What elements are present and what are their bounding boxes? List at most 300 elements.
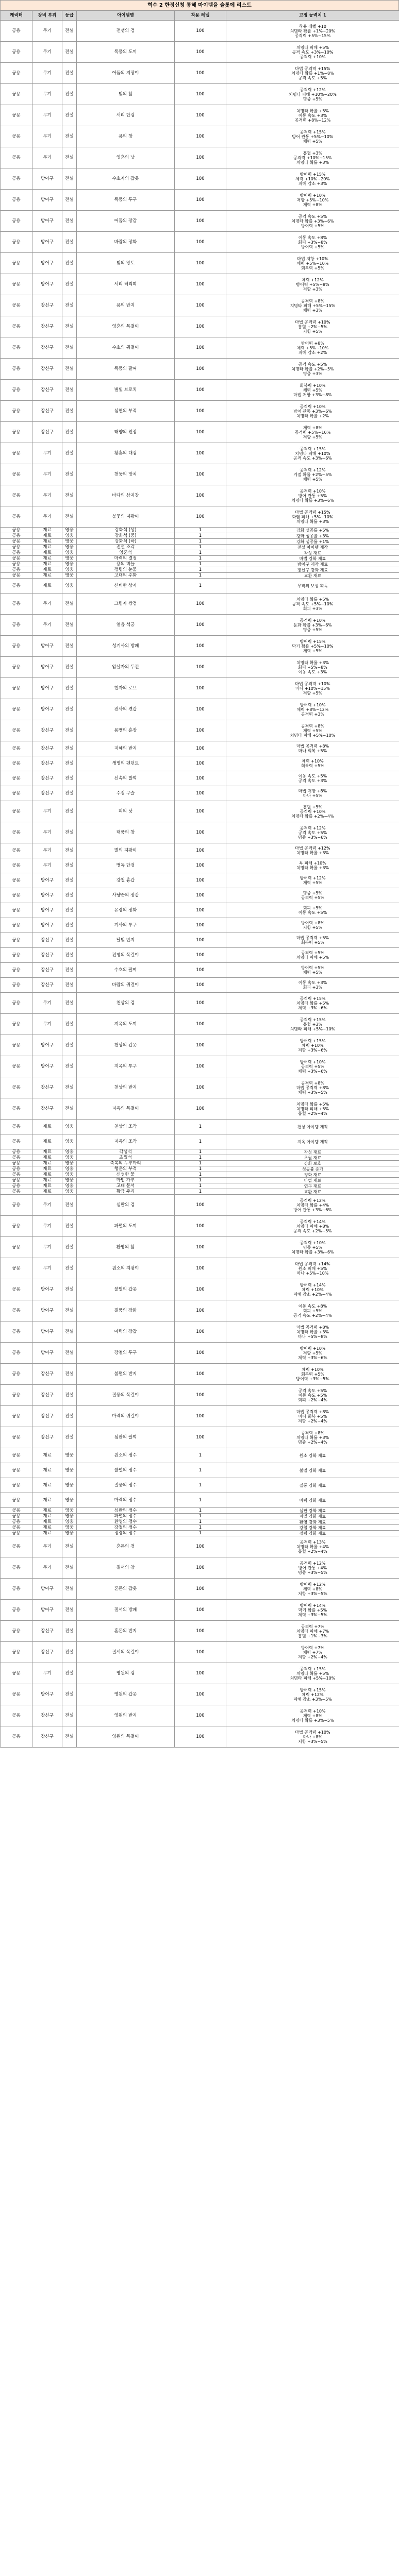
cell-item-name: 혼돈의 반지 [77,1621,175,1642]
cell-slot: 무기 [32,594,62,615]
cell-level: 100 [175,615,226,636]
cell-grade: 전설 [62,903,77,918]
cell-stats: 공격력 +12% 치명타 피해 +10%~20% 명중 +5% [226,84,399,105]
cell-level: 100 [175,636,226,657]
cell-grade: 전설 [62,636,77,657]
cell-item-name: 질풍의 목걸이 [77,1385,175,1406]
cell-slot: 방어구 [32,903,62,918]
cell-level: 100 [175,1056,226,1077]
cell-stats: 마법 공격력 +8% 마나 회복 +5% [226,741,399,756]
cell-character: 공용 [1,211,32,232]
cell-grade: 전설 [62,274,77,295]
cell-grade: 전설 [62,756,77,771]
cell-slot: 장신구 [32,1642,62,1663]
cell-stats: 착용 레벨 +10 치명타 확률 +1%~20% 공격력 +5%~15% [226,21,399,42]
cell-character: 공용 [1,567,32,573]
cell-grade: 영웅 [62,1120,77,1134]
table-row [1,933,399,948]
cell-grade: 전설 [62,993,77,1014]
cell-level: 100 [175,1300,226,1321]
cell-item-name: 천상의 검 [77,993,175,1014]
cell-slot: 장신구 [32,1098,62,1120]
cell-character: 공용 [1,63,32,84]
cell-slot: 재료 [32,1448,62,1463]
cell-character: 공용 [1,993,32,1014]
cell-level: 100 [175,147,226,168]
table-row [1,1364,399,1385]
cell-slot: 장신구 [32,380,62,401]
cell-level: 100 [175,801,226,822]
table-row [1,579,399,594]
cell-slot: 재료 [32,1149,62,1155]
cell-stats: 체력 +12% 방어력 +5%~8% 저항 +3% [226,274,399,295]
cell-item-name: 정령의 눈물 [77,567,175,573]
cell-grade: 전설 [62,963,77,978]
table-row [1,359,399,380]
cell-character: 공용 [1,963,32,978]
cell-level: 100 [175,422,226,443]
table-row [1,918,399,933]
cell-character: 공용 [1,42,32,63]
cell-character: 공용 [1,858,32,873]
cell-item-name: 지옥의 투구 [77,1056,175,1077]
cell-character: 공용 [1,720,32,741]
table-row [1,1448,399,1463]
cell-character: 공용 [1,579,32,594]
table-body [1,21,399,1748]
cell-stats: 공격력 +8% 치명타 확률 +3% 명중 +2%~4% [226,1427,399,1448]
cell-grade: 전설 [62,337,77,359]
cell-grade: 전설 [62,933,77,948]
cell-stats: 공격력 +12% 치명타 확률 +4% 방어 관통 +3%~6% [226,1195,399,1216]
cell-slot: 방어구 [32,918,62,933]
cell-grade: 전설 [62,1098,77,1120]
table-row [1,274,399,295]
cell-stats: 공격력 +12% 공격 속도 +5% 명중 +3%~6% [226,822,399,843]
cell-character: 공용 [1,556,32,562]
cell-stats: 연구 재료 [226,1183,399,1189]
cell-grade: 전설 [62,126,77,147]
cell-item-name: 별빛 브로치 [77,380,175,401]
cell-stats: 장신구 강화 재료 [226,567,399,573]
cell-stats: 파멸 강화 재료 [226,1514,399,1519]
table-row [1,190,399,211]
cell-grade: 영웅 [62,1183,77,1189]
cell-stats: 흡혈 +3% 공격력 +10%~15% 치명타 확률 +3% [226,147,399,168]
cell-character: 공용 [1,1195,32,1216]
cell-level: 100 [175,918,226,933]
cell-level: 100 [175,380,226,401]
cell-level: 100 [175,1621,226,1642]
cell-grade: 영웅 [62,1134,77,1149]
table-row [1,1279,399,1300]
cell-character: 공용 [1,147,32,168]
cell-item-name: 그림자 쌍검 [77,594,175,615]
cell-stats: 공격력 +15% 치명타 확률 +5% 체력 +3%~6% [226,993,399,1014]
cell-slot: 재료 [32,567,62,573]
cell-level: 100 [175,1216,226,1237]
cell-stats: 방어력 +8% 체력 +5%~10% 피해 감소 +2% [226,337,399,359]
table-row [1,873,399,888]
cell-level: 100 [175,84,226,105]
cell-character: 공용 [1,573,32,579]
table-row [1,1216,399,1237]
cell-item-name: 영원의 반지 [77,1705,175,1726]
cell-item-name: 천상의 조각 [77,1120,175,1134]
cell-grade: 전설 [62,918,77,933]
cell-slot: 재료 [32,1519,62,1525]
cell-item-name: 강철 흉갑 [77,873,175,888]
cell-slot: 무기 [32,1663,62,1684]
cell-character: 공용 [1,316,32,337]
cell-stats: 공격 속도 +5% 이동 속도 +5% 회피 +2%~4% [226,1385,399,1406]
cell-stats: 치명타 확률 +5% 공격 속도 +5%~10% 회피 +3% [226,594,399,615]
cell-slot: 장신구 [32,786,62,801]
cell-grade: 전설 [62,295,77,316]
cell-slot: 무기 [32,84,62,105]
cell-grade: 전설 [62,1642,77,1663]
cell-stats: 체력 +10% 회복력 +5% 방어력 +3%~5% [226,1364,399,1385]
cell-item-name: 신비한 상자 [77,579,175,594]
cell-grade: 전설 [62,1300,77,1321]
cell-grade: 영웅 [62,1478,77,1493]
table-row [1,1258,399,1279]
cell-character: 공용 [1,1056,32,1077]
cell-level: 1 [175,528,226,533]
cell-grade: 영웅 [62,562,77,567]
cell-item-name: 폭풍의 도끼 [77,42,175,63]
cell-slot: 장신구 [32,401,62,422]
cell-grade: 영웅 [62,545,77,550]
table-row [1,539,399,545]
table-row [1,1726,399,1748]
cell-slot: 무기 [32,1014,62,1035]
table-row [1,636,399,657]
cell-character: 공용 [1,253,32,274]
cell-level: 100 [175,786,226,801]
cell-grade: 영웅 [62,1189,77,1195]
cell-level: 100 [175,843,226,858]
table-row [1,126,399,147]
cell-item-name: 황혼의 대검 [77,443,175,464]
cell-slot: 재료 [32,1463,62,1478]
table-row [1,978,399,993]
cell-level: 1 [175,1120,226,1134]
cell-grade: 전설 [62,948,77,963]
cell-character: 공용 [1,533,32,539]
cell-character: 공용 [1,337,32,359]
cell-grade: 전설 [62,1077,77,1098]
cell-character: 공용 [1,1321,32,1343]
cell-grade: 영웅 [62,1514,77,1519]
cell-stats: 전설 아이템 제작 [226,545,399,550]
cell-character: 공용 [1,1134,32,1149]
cell-slot: 재료 [32,573,62,579]
cell-item-name: 질서의 창 [77,1557,175,1579]
cell-grade: 전설 [62,63,77,84]
cell-slot: 방어구 [32,678,62,699]
cell-grade: 전설 [62,1237,77,1258]
cell-slot: 재료 [32,1183,62,1189]
cell-slot: 방어구 [32,232,62,253]
cell-item-name: 암살자의 두건 [77,657,175,678]
cell-item-name: 천상의 반지 [77,1077,175,1098]
cell-stats: 이동 속도 +8% 회피 +3%~8% 방어력 +5% [226,232,399,253]
table-row [1,1149,399,1155]
table-row [1,168,399,190]
table-row [1,822,399,843]
table-row [1,1161,399,1166]
cell-character: 공용 [1,1189,32,1195]
cell-grade: 전설 [62,401,77,422]
cell-slot: 무기 [32,147,62,168]
cell-level: 100 [175,1663,226,1684]
cell-grade: 전설 [62,168,77,190]
cell-stats: 마법 공격력 +10% 마나 +8% 저항 +3%~5% [226,1726,399,1748]
cell-grade: 전설 [62,594,77,615]
cell-level: 100 [175,1014,226,1035]
cell-character: 공용 [1,1726,32,1748]
cell-level: 100 [175,443,226,464]
cell-character: 공용 [1,741,32,756]
cell-slot: 방어구 [32,636,62,657]
cell-slot: 재료 [32,1172,62,1178]
cell-level: 100 [175,211,226,232]
cell-level: 100 [175,822,226,843]
cell-grade: 영웅 [62,1155,77,1161]
cell-slot: 재료 [32,1514,62,1519]
cell-item-name: 강철의 투구 [77,1343,175,1364]
cell-character: 공용 [1,1514,32,1519]
cell-item-name: 마력의 정수 [77,1493,175,1508]
table-row [1,63,399,84]
cell-grade: 전설 [62,232,77,253]
cell-grade: 전설 [62,316,77,337]
cell-character: 공용 [1,822,32,843]
cell-stats: 방어력 +10% 체력 +8%~12% 공격력 +3% [226,699,399,720]
cell-item-name: 행운의 부적 [77,1166,175,1172]
cell-grade: 전설 [62,1279,77,1300]
cell-stats: 이동 속도 +3% 회피 +3% [226,978,399,993]
cell-slot: 무기 [32,993,62,1014]
cell-slot: 방어구 [32,657,62,678]
cell-grade: 전설 [62,978,77,993]
cell-grade: 전설 [62,678,77,699]
cell-level: 100 [175,1684,226,1705]
cell-slot: 방어구 [32,274,62,295]
table-row [1,506,399,528]
cell-level: 100 [175,1705,226,1726]
cell-stats: 공격력 +15% 방어 관통 +5%~10% 체력 +5% [226,126,399,147]
cell-grade: 영웅 [62,539,77,545]
cell-grade: 전설 [62,720,77,741]
cell-slot: 재료 [32,533,62,539]
cell-character: 공용 [1,918,32,933]
cell-character: 공용 [1,443,32,464]
table-row [1,1642,399,1663]
cell-item-name: 지옥의 목걸이 [77,1098,175,1120]
cell-grade: 영웅 [62,1166,77,1172]
cell-stats: 질풍 강화 재료 [226,1478,399,1493]
header-level: 착용 레벨 [175,11,226,21]
table-row [1,1684,399,1705]
cell-item-name: 신성한 물 [77,1172,175,1178]
cell-character: 공용 [1,1077,32,1098]
table-row [1,594,399,615]
table-row [1,545,399,550]
header-slot: 장비 부위 [32,11,62,21]
cell-item-name: 사냥꾼의 장갑 [77,888,175,903]
cell-item-name: 용맹의 훈장 [77,720,175,741]
cell-level: 1 [175,579,226,594]
cell-item-name: 생명의 펜던트 [77,756,175,771]
cell-character: 공용 [1,801,32,822]
cell-stats: 강화 성공률 +1% [226,539,399,545]
cell-grade: 영웅 [62,1178,77,1183]
table-row [1,1463,399,1478]
cell-item-name: 영혼의 목걸이 [77,316,175,337]
cell-item-name: 유령의 장화 [77,903,175,918]
cell-character: 공용 [1,1478,32,1493]
cell-slot: 방어구 [32,1300,62,1321]
cell-stats: 방어력 +7% 체력 +7% 저항 +2%~4% [226,1642,399,1663]
cell-slot: 무기 [32,42,62,63]
table-row [1,147,399,168]
cell-grade: 영웅 [62,1172,77,1178]
cell-stats: 명중 +5% 공격력 +5% [226,888,399,903]
cell-level: 1 [175,533,226,539]
cell-character: 공용 [1,1035,32,1056]
cell-slot: 방어구 [32,1579,62,1600]
cell-level: 1 [175,1478,226,1493]
cell-item-name: 파멸의 정수 [77,1514,175,1519]
cell-slot: 방어구 [32,1321,62,1343]
cell-level: 1 [175,1161,226,1166]
cell-character: 공용 [1,1161,32,1166]
table-row [1,1519,399,1525]
cell-stats: 공격력 +5% 치명타 피해 +5% [226,948,399,963]
cell-level: 100 [175,1237,226,1258]
table-row [1,464,399,485]
cell-stats: 공격력 +10% 명중 +5% 치명타 확률 +3%~6% [226,1237,399,1258]
cell-grade: 영웅 [62,1508,77,1514]
table-row [1,1385,399,1406]
cell-stats: 공격력 +12% 방어 관통 +4% 명중 +3%~5% [226,1557,399,1579]
table-row [1,1195,399,1216]
cell-slot: 장신구 [32,720,62,741]
cell-slot: 무기 [32,105,62,126]
cell-stats: 이동 속도 +8% 회피 +5% 공격 속도 +2%~4% [226,1300,399,1321]
cell-item-name: 심판의 검 [77,1195,175,1216]
cell-grade: 전설 [62,786,77,801]
cell-slot: 장신구 [32,756,62,771]
cell-stats: 초월 재료 [226,1155,399,1161]
table-row [1,1536,399,1557]
cell-character: 공용 [1,1406,32,1427]
cell-level: 100 [175,720,226,741]
cell-level: 100 [175,771,226,786]
cell-item-name: 어둠의 지팡이 [77,63,175,84]
cell-item-name: 수정 구슬 [77,786,175,801]
table-row [1,1493,399,1508]
cell-level: 1 [175,1155,226,1161]
cell-grade: 영웅 [62,1531,77,1536]
cell-grade: 전설 [62,1579,77,1600]
cell-stats: 심판 강화 재료 [226,1508,399,1514]
cell-character: 공용 [1,539,32,545]
table-row [1,316,399,337]
table-row [1,1579,399,1600]
cell-level: 100 [175,1427,226,1448]
cell-slot: 재료 [32,1508,62,1514]
cell-grade: 전설 [62,190,77,211]
cell-level: 1 [175,539,226,545]
cell-character: 공용 [1,21,32,42]
table-row [1,211,399,232]
cell-slot: 재료 [32,1166,62,1172]
cell-slot: 장신구 [32,1705,62,1726]
cell-stats: 각성 재료 [226,1149,399,1155]
cell-slot: 장신구 [32,295,62,316]
cell-slot: 장신구 [32,741,62,756]
cell-character: 공용 [1,1364,32,1385]
cell-item-name: 마력의 장갑 [77,1321,175,1343]
cell-character: 공용 [1,1536,32,1557]
cell-stats: 공격력 +14% 치명타 피해 +8% 공격 속도 +2%~5% [226,1216,399,1237]
cell-level: 100 [175,253,226,274]
table-row [1,1189,399,1195]
cell-character: 공용 [1,1557,32,1579]
cell-character: 공용 [1,380,32,401]
cell-character: 공용 [1,843,32,858]
cell-stats: 마법 공격력 +12% 치명타 확률 +3% [226,843,399,858]
document-title: 혁수 2 한정신청 통해 마이템을 슬롯에 리스트 [0,0,399,10]
cell-item-name: 폭풍의 팔찌 [77,359,175,380]
cell-character: 공용 [1,190,32,211]
cell-slot: 재료 [32,1120,62,1134]
cell-item-name: 전쟁의 검 [77,21,175,42]
cell-character: 공용 [1,1705,32,1726]
cell-slot: 재료 [32,1155,62,1161]
cell-level: 100 [175,1098,226,1120]
cell-level: 100 [175,506,226,528]
cell-slot: 방어구 [32,699,62,720]
cell-character: 공용 [1,1155,32,1161]
table-row [1,888,399,903]
cell-character: 공용 [1,978,32,993]
cell-stats: 마법 공격력 +5% 회복력 +5% [226,933,399,948]
cell-character: 공용 [1,1149,32,1155]
cell-character: 공용 [1,295,32,316]
table-row [1,756,399,771]
cell-level: 1 [175,1172,226,1178]
cell-character: 공용 [1,1172,32,1178]
cell-level: 1 [175,1166,226,1172]
cell-level: 1 [175,1525,226,1531]
cell-stats: 공격력 +10% 체력 +8% 치명타 확률 +3%~5% [226,1705,399,1726]
cell-item-name: 강화석 (하) [77,539,175,545]
cell-stats: 강화 보호 [226,1161,399,1166]
cell-stats: 천상 아이템 제작 [226,1120,399,1134]
cell-slot: 장신구 [32,933,62,948]
cell-level: 100 [175,1321,226,1343]
table-row [1,380,399,401]
cell-item-name: 용의 비늘 [77,562,175,567]
cell-grade: 전설 [62,1557,77,1579]
header-item-name: 아이템명 [77,11,175,21]
cell-item-name: 정령의 정수 [77,1531,175,1536]
cell-item-name: 고대의 주화 [77,573,175,579]
